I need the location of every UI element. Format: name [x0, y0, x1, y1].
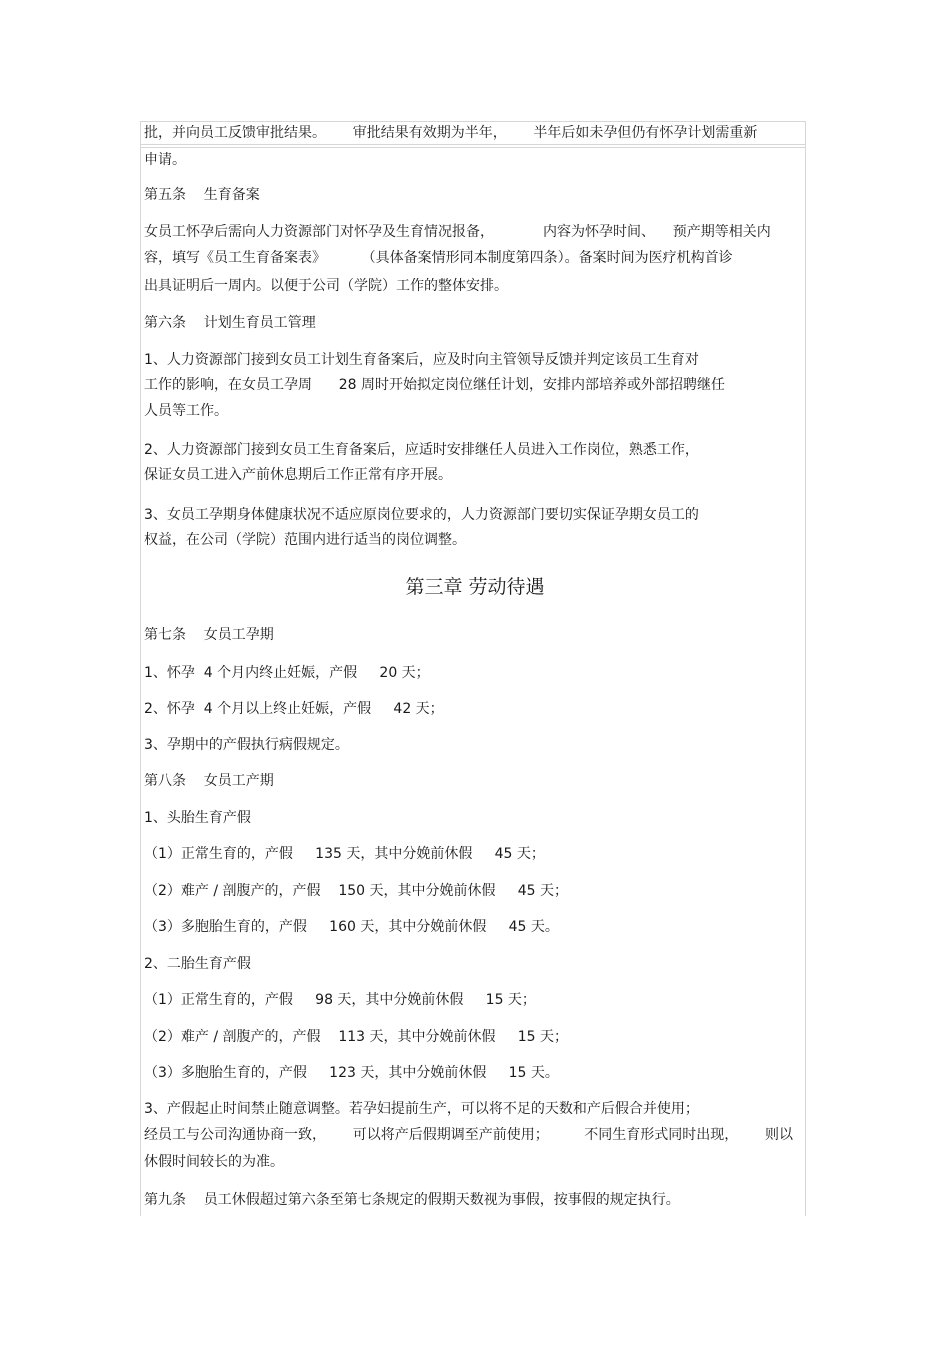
article-6-item-3-line-2: 权益，在公司（学院）范围内进行适当的岗位调整。 — [144, 532, 466, 548]
article-9-text: 第九条 员工休假超过第六条至第七条规定的假期天数视为事假，按事假的规定执行。 — [144, 1192, 680, 1208]
first-birth-heading: 1、头胎生育产假 — [144, 810, 251, 826]
second-birth-heading: 2、二胎生育产假 — [144, 956, 251, 972]
article-7-item-1: 1、怀孕 4 个月内终止妊娠，产假 20 天； — [144, 665, 430, 681]
top-rule — [140, 121, 806, 122]
first-birth-item-3: （3）多胞胎生育的，产假 160 天，其中分娩前休假 45 天。 — [144, 919, 559, 935]
article-6-item-3-line-1: 3、女员工孕期身体健康状况不适应原岗位要求的，人力资源部门要切实保证孕期女员工的 — [144, 507, 699, 523]
second-birth-item-2: （2）难产 / 剖腹产的，产假 113 天，其中分娩前休假 15 天； — [144, 1029, 569, 1045]
article-5-heading: 第五条 生育备案 — [144, 187, 260, 203]
article-8-item-3-line-1: 3、产假起止时间禁止随意调整。若孕妇提前生产，可以将不足的天数和产后假合并使用； — [144, 1101, 699, 1117]
article-5-line-1: 女员工怀孕后需向人力资源部门对怀孕及生育情况报备， 内容为怀孕时间、 预产期等相关内 — [144, 224, 771, 240]
article-6-item-1-line-3: 人员等工作。 — [144, 403, 228, 419]
article-5-line-2: 容，填写《员工生育备案表》 （具体备案情形同本制度第四条）。备案时间为医疗机构首诊 — [144, 250, 733, 266]
first-birth-item-1: （1）正常生育的，产假 135 天，其中分娩前休假 45 天； — [144, 846, 545, 862]
article-6-item-2-line-2: 保证女员工进入产前休息期后工作正常有序开展。 — [144, 467, 452, 483]
intro-line-1: 批，并向员工反馈审批结果。 审批结果有效期为半年， 半年后如未孕但仍有怀孕计划需重新 — [144, 125, 758, 141]
intro-line-2: 申请。 — [144, 152, 186, 168]
first-birth-item-2: （2）难产 / 剖腹产的，产假 150 天，其中分娩前休假 45 天； — [144, 883, 569, 899]
article-8-item-3-line-3: 休假时间较长的为准。 — [144, 1154, 284, 1170]
header-rule — [140, 144, 806, 145]
article-6-item-1-line-2: 工作的影响，在女员工孕周 28 周时开始拟定岗位继任计划，安排内部培养或外部招聘继任 — [144, 377, 725, 393]
article-6-item-2-line-1: 2、人力资源部门接到女员工生育备案后，应适时安排继任人员进入工作岗位，熟悉工作， — [144, 442, 699, 458]
header-rule-2 — [140, 147, 806, 148]
second-birth-item-1: （1）正常生育的，产假 98 天，其中分娩前休假 15 天； — [144, 992, 536, 1008]
left-rule — [140, 121, 141, 1216]
article-5-line-3: 出具证明后一周内。以便于公司（学院）工作的整体安排。 — [144, 278, 508, 294]
article-6-item-1-line-1: 1、人力资源部门接到女员工计划生育备案后，应及时向主管领导反馈并判定该员工生育对 — [144, 352, 699, 368]
article-8-item-3-line-2: 经员工与公司沟通协商一致， 可以将产后假期调至产前使用； 不同生育形式同时出现， 则以 — [144, 1127, 794, 1143]
article-7-heading: 第七条 女员工孕期 — [144, 627, 274, 643]
article-8-heading: 第八条 女员工产期 — [144, 773, 274, 789]
article-6-heading: 第六条 计划生育员工管理 — [144, 315, 316, 331]
article-7-item-2: 2、怀孕 4 个月以上终止妊娠，产假 42 天； — [144, 701, 444, 717]
chapter-3-title: 第三章 劳动待遇 — [405, 576, 545, 598]
article-7-item-3: 3、孕期中的产假执行病假规定。 — [144, 737, 349, 753]
right-rule — [805, 121, 806, 1216]
second-birth-item-3: （3）多胞胎生育的，产假 123 天，其中分娩前休假 15 天。 — [144, 1065, 559, 1081]
